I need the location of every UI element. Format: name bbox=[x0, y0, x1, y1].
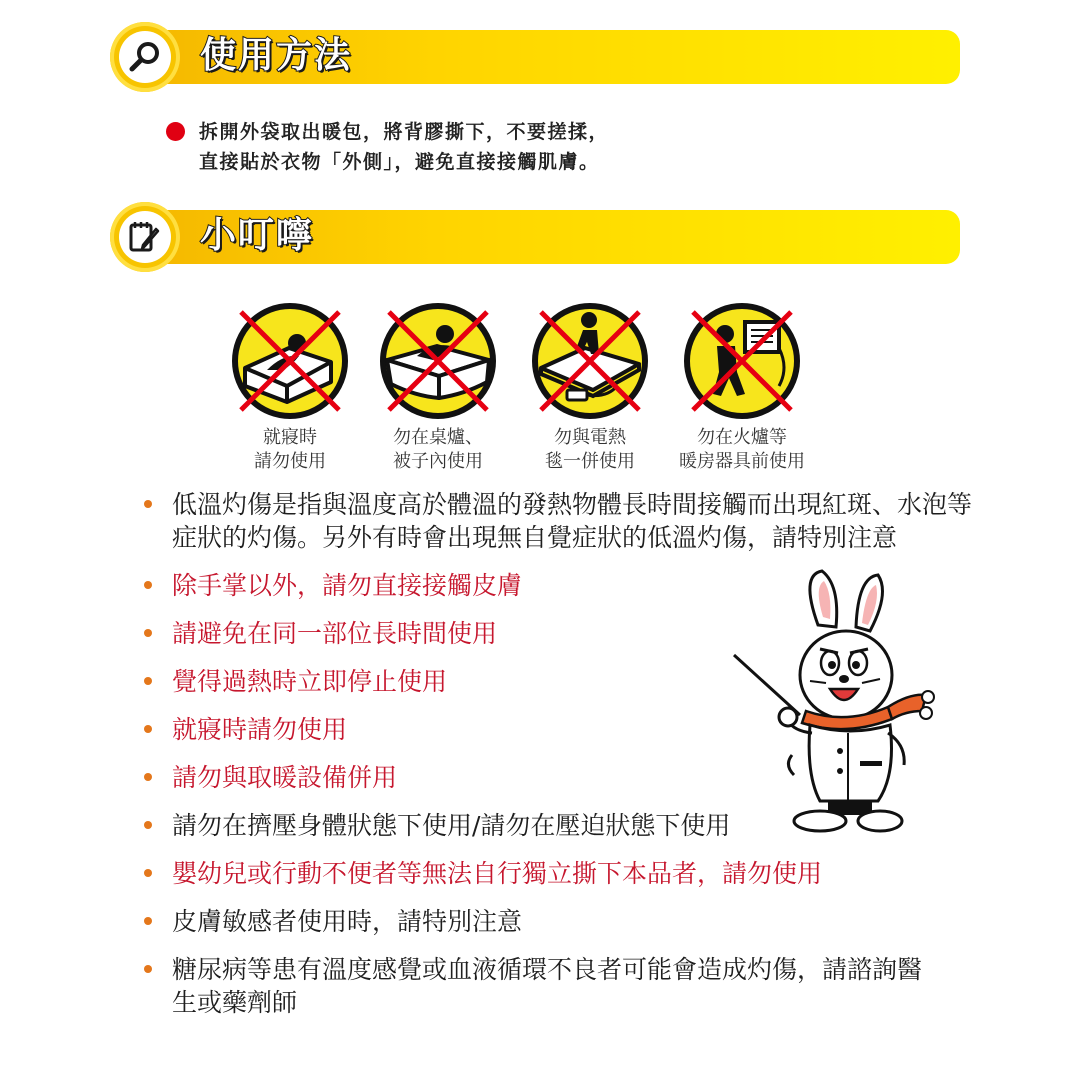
rabbit-doctor-mascot-icon bbox=[730, 565, 940, 835]
note-text: 低溫灼傷是指與溫度高於體溫的發熱物體長時間接觸而出現紅斑、水泡等症狀的灼傷。另外有時會出現無自覺症狀的低溫灼傷，請特別注意 bbox=[172, 490, 973, 552]
no-kotatsu-icon bbox=[375, 298, 501, 424]
bullet-icon bbox=[144, 869, 152, 877]
no-bed-icon bbox=[227, 298, 353, 424]
warning-caption-line: 勿在桌爐、 bbox=[393, 427, 483, 448]
note-item bbox=[140, 488, 972, 554]
tips-badge bbox=[110, 202, 180, 272]
bullet-icon bbox=[144, 773, 152, 781]
bullet-icon bbox=[144, 725, 152, 733]
bullet-icon bbox=[144, 677, 152, 685]
warning-caption-line: 勿在火爐等 bbox=[697, 427, 787, 448]
warning-item bbox=[520, 298, 660, 474]
tips-section-title: 小叮嚀 bbox=[200, 215, 315, 256]
note-text: 請勿在擠壓身體狀態下使用/請勿在壓迫狀態下使用 bbox=[172, 811, 731, 840]
rabbit-doctor-mascot bbox=[730, 565, 940, 835]
note-text: 皮膚敏感者使用時，請特別注意 bbox=[172, 907, 523, 936]
usage-section-header bbox=[110, 22, 960, 90]
warning-icons-row bbox=[220, 298, 840, 478]
bullet-icon bbox=[144, 965, 152, 973]
usage-section-title: 使用方法 bbox=[200, 35, 353, 76]
warning-caption bbox=[520, 426, 660, 474]
warning-item bbox=[220, 298, 360, 474]
usage-instruction-line: 直接貼於衣物「外側」，避免直接接觸肌膚。 bbox=[199, 151, 600, 173]
warning-caption bbox=[368, 426, 508, 474]
magnifier-icon bbox=[127, 39, 163, 75]
note-text: 請勿與取暖設備併用 bbox=[172, 763, 398, 792]
note-text: 就寢時請勿使用 bbox=[172, 715, 348, 744]
tips-section-header bbox=[110, 202, 960, 270]
warning-caption-line: 暖房器具前使用 bbox=[679, 451, 805, 472]
warning-caption-line: 被子內使用 bbox=[393, 451, 483, 472]
note-text: 糖尿病等患有溫度感覺或血液循環不良者可能會造成灼傷，請諮詢醫生或藥劑師 bbox=[172, 955, 923, 1017]
notepad-pencil-icon bbox=[127, 219, 163, 255]
bullet-icon bbox=[144, 581, 152, 589]
warning-item bbox=[368, 298, 508, 474]
red-bullet-icon bbox=[166, 122, 185, 141]
note-item bbox=[140, 953, 932, 1019]
bullet-icon bbox=[144, 500, 152, 508]
no-heater-icon bbox=[679, 298, 805, 424]
warning-caption-line: 請勿使用 bbox=[254, 451, 326, 472]
warning-caption bbox=[672, 426, 812, 474]
usage-badge bbox=[110, 22, 180, 92]
note-text: 嬰幼兒或行動不便者等無法自行獨立撕下本品者，請勿使用 bbox=[172, 859, 823, 888]
note-text: 除手掌以外，請勿直接接觸皮膚 bbox=[172, 571, 523, 600]
note-text: 請避免在同一部位長時間使用 bbox=[172, 619, 498, 648]
note-text: 覺得過熱時立即停止使用 bbox=[172, 667, 448, 696]
note-item bbox=[140, 857, 960, 890]
usage-instructions bbox=[166, 117, 906, 177]
warning-caption-line: 勿與電熱 bbox=[554, 427, 626, 448]
bullet-icon bbox=[144, 917, 152, 925]
warning-caption bbox=[220, 426, 360, 474]
note-item bbox=[140, 905, 960, 938]
usage-instruction-text bbox=[199, 117, 906, 177]
bullet-icon bbox=[144, 629, 152, 637]
warning-caption-line: 就寢時 bbox=[263, 427, 317, 448]
usage-instruction-line: 拆開外袋取出暖包，將背膠撕下，不要搓揉， bbox=[199, 121, 610, 143]
warning-caption-line: 毯一併使用 bbox=[545, 451, 635, 472]
warning-item bbox=[672, 298, 812, 474]
no-electric-blanket-icon bbox=[527, 298, 653, 424]
bullet-icon bbox=[144, 821, 152, 829]
